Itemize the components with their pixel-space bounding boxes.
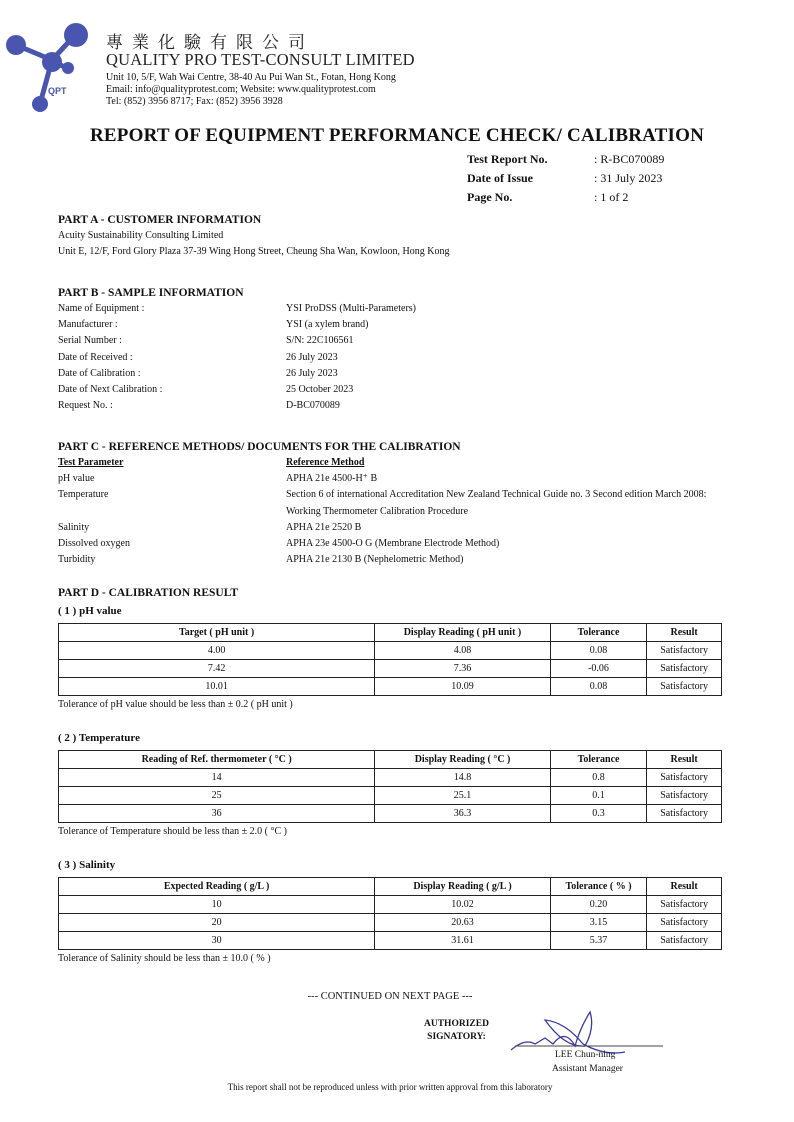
column-header: Display Reading ( g/L )	[375, 878, 551, 896]
authorized-signatory-label	[424, 1018, 489, 1044]
table-row	[59, 769, 722, 787]
table-cell: 36.3	[375, 805, 551, 823]
meta-label: Test Report No.	[467, 152, 548, 166]
sample-info-label: Name of Equipment :	[58, 303, 145, 314]
customer-address: Unit E, 12/F, Ford Glory Plaza 37-39 Wing Hong Street, Cheung Sha Wan, Kowloon, Hong Kong	[58, 246, 450, 258]
sample-info-value: S/N: 22C106561	[286, 335, 354, 347]
result-table-title: ( 2 ) Temperature	[58, 732, 140, 744]
column-header: Tolerance ( % )	[550, 878, 646, 896]
sample-info-value: 25 October 2023	[286, 384, 354, 396]
sample-info-label: Date of Next Calibration :	[58, 384, 163, 396]
test-parameter: pH value	[58, 473, 95, 485]
company-name: QUALITY PRO TEST-CONSULT LIMITED	[106, 50, 415, 69]
authorized-text: AUTHORIZED	[424, 1019, 489, 1029]
disclaimer: This report shall not be reproduced unless with prior written approval from this laboratory	[227, 1082, 553, 1092]
table-cell: 0.8	[550, 769, 646, 787]
reference-method-row	[58, 552, 738, 568]
test-parameter: Dissolved oxygen	[58, 538, 130, 550]
company-phone: Tel: (852) 3956 8717; Fax: (852) 3956 3928	[106, 96, 283, 107]
table-cell: 20	[59, 914, 375, 932]
reference-method: APHA 21e 2520 B	[286, 521, 362, 533]
table-header-row	[59, 751, 722, 769]
column-header: Display Reading ( pH unit )	[375, 624, 551, 642]
table-cell: 10.09	[375, 678, 551, 696]
part-b-heading: PART B - SAMPLE INFORMATION	[58, 287, 244, 299]
col-reference-method: Reference Method	[286, 457, 365, 468]
test-parameter: Temperature	[58, 489, 109, 501]
table-cell: 0.1	[550, 787, 646, 805]
meta-value: : 1 of 2	[594, 190, 629, 204]
sample-info-label: Date of Received :	[58, 351, 133, 363]
part-d-heading: PART D - CALIBRATION RESULT	[58, 587, 239, 599]
calibration-result-table	[58, 623, 722, 696]
part-a	[58, 214, 758, 260]
report-title: REPORT OF EQUIPMENT PERFORMANCE CHECK/ CALIBRATION	[89, 125, 705, 146]
reference-method: APHA 21e 4500-H⁺ B	[286, 473, 378, 485]
svg-text:QPT: QPT	[48, 86, 67, 96]
part-b	[58, 287, 758, 414]
tolerance-note: Tolerance of Salinity should be less than ± 10.0 ( % )	[58, 953, 271, 964]
column-header: Reading of Ref. thermometer ( °C )	[59, 751, 375, 769]
table-cell: 14	[59, 769, 375, 787]
signer-position: Assistant Manager	[552, 1064, 623, 1074]
table-cell: 10.02	[375, 896, 551, 914]
table-cell: Satisfactory	[647, 678, 722, 696]
table-row	[59, 932, 722, 950]
customer-name: Acuity Sustainability Consulting Limited	[58, 230, 224, 241]
table-cell: 20.63	[375, 914, 551, 932]
table-cell: 3.15	[550, 914, 646, 932]
table-cell: Satisfactory	[647, 769, 722, 787]
sample-info-value: D-BC070089	[286, 400, 340, 412]
table-cell: 31.61	[375, 932, 551, 950]
meta-label: Date of Issue	[467, 171, 533, 185]
report-meta	[467, 150, 664, 207]
sample-info-label: Date of Calibration :	[58, 367, 141, 379]
table-row	[59, 642, 722, 660]
qpt-logo	[4, 22, 90, 114]
calibration-result-table	[58, 877, 722, 950]
calibration-result-table	[58, 750, 722, 823]
table-header-row	[59, 878, 722, 896]
reference-method-row	[58, 487, 738, 519]
sample-info-value: YSI (a xylem brand)	[286, 319, 369, 331]
table-cell: 25.1	[375, 787, 551, 805]
table-header-row	[59, 624, 722, 642]
meta-row	[467, 188, 664, 207]
company-address: Unit 10, 5/F, Wah Wai Centre, 38-40 Au Pui Wan St., Fotan, Hong Kong	[106, 72, 396, 83]
table-cell: Satisfactory	[647, 896, 722, 914]
result-table-title: ( 3 ) Salinity	[58, 859, 116, 871]
table-cell: 0.20	[550, 896, 646, 914]
table-cell: 25	[59, 787, 375, 805]
sample-info-value: 26 July 2023	[286, 351, 338, 363]
table-cell: Satisfactory	[647, 805, 722, 823]
sample-info-row	[58, 301, 758, 317]
table-row	[59, 914, 722, 932]
part-c	[58, 441, 738, 568]
sample-info-label: Manufacturer :	[58, 319, 118, 331]
reference-method-row	[58, 536, 738, 552]
table-row	[59, 660, 722, 678]
test-parameter: Turbidity	[58, 554, 96, 566]
part-a-heading: PART A - CUSTOMER INFORMATION	[58, 214, 262, 226]
company-contact	[106, 72, 396, 108]
sample-info-row	[58, 317, 758, 333]
table-cell: -0.06	[550, 660, 646, 678]
sample-info-label: Request No. :	[58, 400, 113, 412]
meta-value: : 31 July 2023	[594, 171, 663, 185]
table-cell: 5.37	[550, 932, 646, 950]
col-test-parameter: Test Parameter	[58, 457, 124, 468]
column-header: Target ( pH unit )	[59, 624, 375, 642]
sample-info-value: 26 July 2023	[286, 367, 338, 379]
table-cell: 7.36	[375, 660, 551, 678]
table-cell: 0.3	[550, 805, 646, 823]
column-header: Expected Reading ( g/L )	[59, 878, 375, 896]
table-cell: 0.08	[550, 678, 646, 696]
sample-info-row	[58, 398, 758, 414]
table-cell: 14.8	[375, 769, 551, 787]
table-cell: Satisfactory	[647, 787, 722, 805]
reference-method-row	[58, 471, 738, 487]
meta-value: : R-BC070089	[594, 152, 665, 166]
reference-method-row	[58, 520, 738, 536]
reference-method: Section 6 of international Accreditation New Zealand Technical Guide no. 3 Second edition March 2008: Working Thermometer Calibration Procedure	[286, 489, 707, 517]
meta-label: Page No.	[467, 190, 513, 204]
table-cell: 30	[59, 932, 375, 950]
table-cell: 10	[59, 896, 375, 914]
table-cell: 4.08	[375, 642, 551, 660]
table-cell: 36	[59, 805, 375, 823]
column-header: Tolerance	[550, 751, 646, 769]
column-header: Display Reading ( °C )	[375, 751, 551, 769]
signatory-text: SIGNATORY:	[427, 1032, 486, 1042]
table-cell: Satisfactory	[647, 642, 722, 660]
company-chinese-name: 專業化驗有限公司	[106, 33, 314, 52]
table-cell: Satisfactory	[647, 932, 722, 950]
table-cell: Satisfactory	[647, 660, 722, 678]
sample-info-row	[58, 366, 758, 382]
reference-method: APHA 21e 2130 B (Nephelometric Method)	[286, 554, 464, 566]
part-c-heading: PART C - REFERENCE METHODS/ DOCUMENTS FOR THE CALIBRATION	[58, 441, 461, 453]
test-parameter: Salinity	[58, 521, 90, 533]
company-email: Email: info@qualityprotest.com; Website: www.qualityprotest.com	[106, 84, 376, 95]
table-cell: Satisfactory	[647, 914, 722, 932]
column-header: Result	[647, 624, 722, 642]
tolerance-note: Tolerance of Temperature should be less than ± 2.0 ( °C )	[58, 826, 287, 837]
sample-info-row	[58, 382, 758, 398]
table-cell: 4.00	[59, 642, 375, 660]
sample-info-row	[58, 350, 758, 366]
meta-row	[467, 150, 664, 169]
column-header: Result	[647, 751, 722, 769]
result-table-title: ( 1 ) pH value	[58, 605, 122, 617]
signer-name: LEE Chun-ning	[555, 1050, 616, 1060]
table-row	[59, 896, 722, 914]
column-header: Result	[647, 878, 722, 896]
table-cell: 0.08	[550, 642, 646, 660]
sample-info-row	[58, 333, 758, 349]
column-header: Tolerance	[550, 624, 646, 642]
sample-info-value: YSI ProDSS (Multi-Parameters)	[286, 303, 416, 314]
table-cell: 10.01	[59, 678, 375, 696]
reference-method: APHA 23e 4500-O G (Membrane Electrode Method)	[286, 538, 500, 550]
table-row	[59, 678, 722, 696]
meta-row	[467, 169, 664, 188]
tolerance-note: Tolerance of pH value should be less than ± 0.2 ( pH unit )	[58, 699, 293, 710]
sample-info-label: Serial Number :	[58, 335, 122, 347]
table-cell: 7.42	[59, 660, 375, 678]
table-row	[59, 787, 722, 805]
table-row	[59, 805, 722, 823]
continued-note: --- CONTINUED ON NEXT PAGE ---	[307, 991, 473, 1002]
